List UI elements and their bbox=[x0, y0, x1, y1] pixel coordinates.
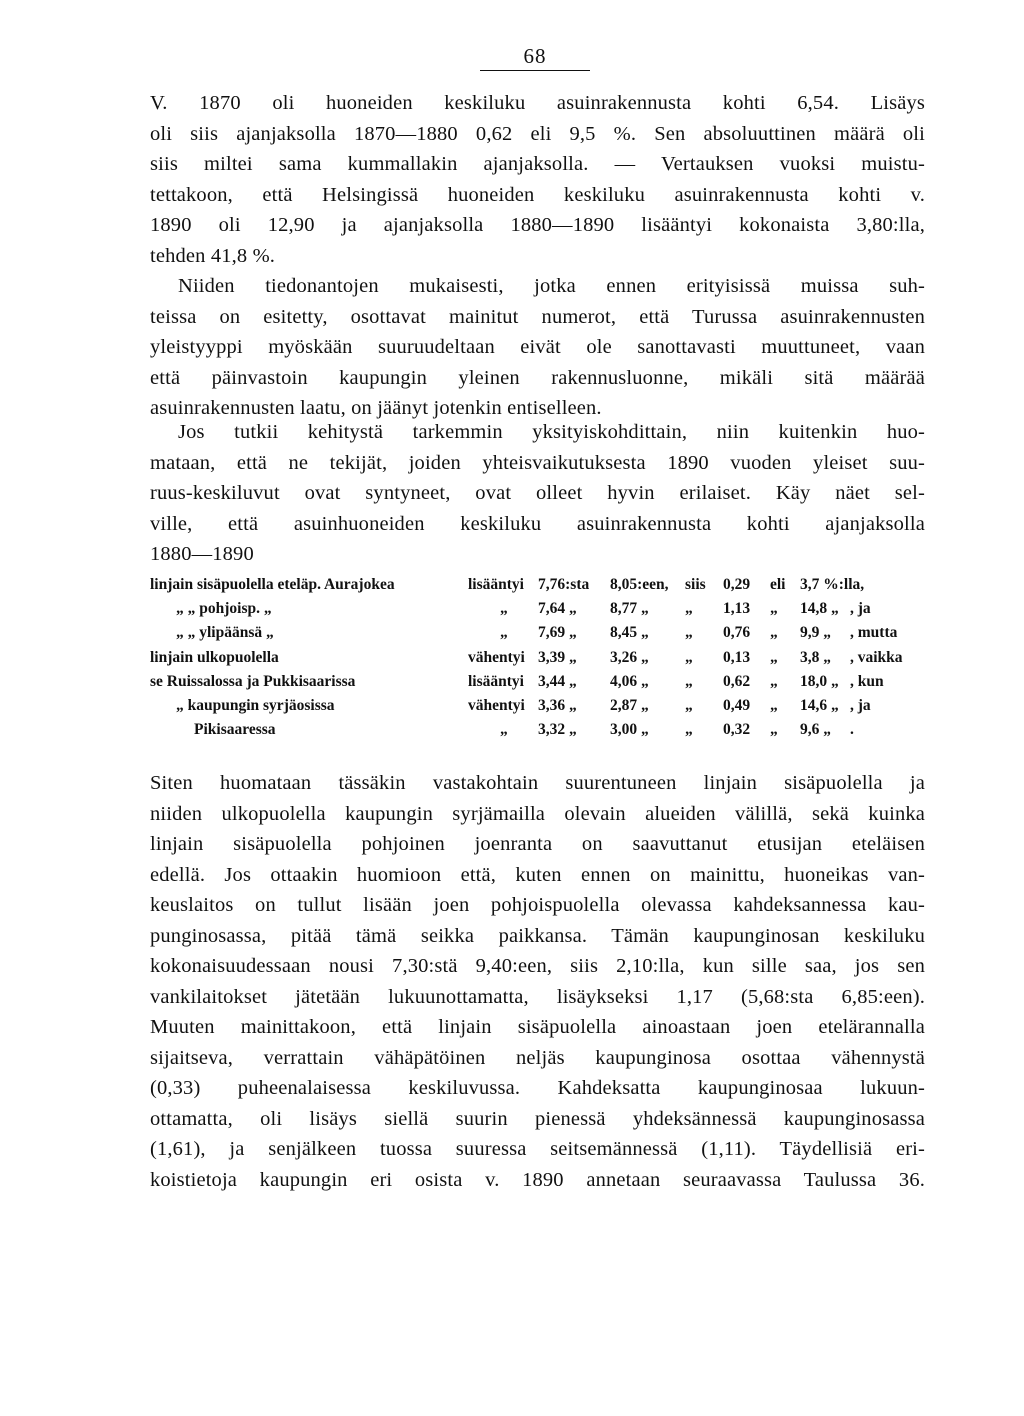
paragraph-1 bbox=[150, 88, 925, 271]
text-line: Muuten mainittakoon, että linjain sisäpuolella ainoastaan joen etelärannalla bbox=[150, 1016, 925, 1038]
table-row bbox=[150, 624, 925, 646]
text-line: oli siis ajanjaksolla 1870—1880 0,62 eli 9,5 %. Sen absoluuttinen määrä oli bbox=[150, 122, 925, 145]
table-cell-from: 3,44 „ bbox=[538, 672, 577, 690]
table-cell-eli: „ bbox=[770, 600, 778, 618]
text-line: (0,33) puheenalaisessa keskiluvussa. Kahdeksatta kaupunginosaa lukuun- bbox=[150, 1077, 925, 1099]
table-cell-verb: vähentyi bbox=[468, 648, 525, 666]
text-line: mataan, että ne tekijät, joiden yhteisvaikutuksesta 1890 vuoden yleiset suu- bbox=[150, 451, 925, 474]
table-cell-to: 8,45 „ bbox=[610, 624, 649, 642]
text-line: edellä. Jos ottaakin huomioon että, kuten ennen on mainittu, huoneikas van- bbox=[150, 863, 925, 886]
text-line: niiden ulkopuolella kaupungin syrjämailla olevain alueiden välillä, sekä kuinka bbox=[150, 802, 925, 825]
table-cell-siis: „ bbox=[685, 672, 693, 690]
table-row bbox=[150, 721, 925, 743]
table-cell-verb: „ bbox=[500, 600, 508, 618]
table-cell-label: linjain ulkopuolella bbox=[150, 648, 279, 666]
table-cell-to: 3,00 „ bbox=[610, 721, 649, 739]
table-cell-pct: 18,0 „ bbox=[800, 672, 839, 690]
table-cell-label: linjain sisäpuolella eteläp. Aurajokea bbox=[150, 576, 395, 593]
table-cell-abs: 0,62 bbox=[723, 672, 751, 690]
table-cell-to: 8,77 „ bbox=[610, 600, 649, 618]
table-cell-pct: 3,7 %:lla, bbox=[800, 576, 865, 593]
table-row bbox=[150, 673, 925, 695]
table-cell-from: 3,32 „ bbox=[538, 721, 577, 739]
text-line: sijaitseva, verrattain vähäpätöinen neljäs kaupunginosa osottaa vähennystä bbox=[150, 1046, 925, 1069]
text-line: että päinvastoin kaupungin yleinen rakennusluonne, mikäli sitä määrää bbox=[150, 366, 925, 389]
table-cell-siis: „ bbox=[685, 624, 693, 642]
table-cell-verb: lisääntyi bbox=[468, 576, 524, 593]
page-number: 68 bbox=[523, 44, 547, 68]
text-line: yleistyyppi myöskään suuruudeltaan eivät ole sanottavasti muuttuneet, vaan bbox=[150, 336, 925, 358]
paragraph-3 bbox=[150, 417, 925, 570]
table-cell-siis: „ bbox=[685, 697, 693, 714]
table-cell-conj: . bbox=[850, 721, 854, 739]
table-cell-eli: „ bbox=[770, 624, 778, 642]
table-cell-pct: 14,8 „ bbox=[800, 600, 839, 618]
text-line: Siten huomataan tässäkin vastakohtain suurentuneen linjain sisäpuolella ja bbox=[150, 772, 925, 794]
text-line: teissa on esitetty, osottavat mainitut numerot, että Turussa asuinrakennusten bbox=[150, 305, 925, 328]
paragraph-4 bbox=[150, 768, 925, 1195]
text-line: ottamatta, oli lisäys siellä suurin pienessä yhdeksännessä kaupunginosassa bbox=[150, 1107, 925, 1130]
table-cell-from: 3,36 „ bbox=[538, 697, 577, 714]
table-cell-abs: 1,13 bbox=[723, 600, 751, 618]
table-cell-abs: 0,29 bbox=[723, 576, 751, 593]
text-line: punginosassa, pitää tämä seikka paikkansa. Tämän kaupunginosan keskiluku bbox=[150, 924, 925, 947]
table-cell-label: „ kaupungin syrjäosissa bbox=[176, 697, 335, 714]
table-cell-abs: 0,76 bbox=[723, 624, 751, 642]
table-cell-label: „ „ ylipäänsä „ bbox=[176, 624, 274, 642]
table-cell-pct: 9,6 „ bbox=[800, 721, 831, 739]
table-cell-label: „ „ pohjoisp. „ bbox=[176, 600, 272, 618]
text-line: Jos tutkii kehitystä tarkemmin yksityiskohdittain, niin kuitenkin huo- bbox=[178, 421, 925, 443]
table-cell-verb: „ bbox=[500, 624, 508, 642]
table-cell-conj: , ja bbox=[850, 600, 871, 618]
table-cell-from: 7,64 „ bbox=[538, 600, 577, 618]
text-line: vankilaitokset jätetään lukuunottamatta, lisäykseksi 1,17 (5,68:sta 6,85:een). bbox=[150, 985, 925, 1008]
table-cell-pct: 3,8 „ bbox=[800, 648, 831, 666]
table-cell-to: 3,26 „ bbox=[610, 648, 649, 666]
table-cell-siis: „ bbox=[685, 721, 693, 739]
table-cell-abs: 0,13 bbox=[723, 648, 751, 666]
table-cell-label: Pikisaaressa bbox=[194, 721, 276, 739]
table-cell-to: 8,05:een, bbox=[610, 576, 669, 593]
table-cell-conj: , kun bbox=[850, 672, 884, 690]
table-cell-verb: vähentyi bbox=[468, 697, 525, 714]
table-cell-from: 7,76:sta bbox=[538, 576, 590, 593]
page-number-rule bbox=[480, 70, 590, 71]
table-cell-siis: „ bbox=[685, 600, 693, 618]
table-cell-eli: „ bbox=[770, 721, 778, 739]
text-line: (1,61), ja senjälkeen tuossa suuressa seitsemännessä (1,11). Täydellisiä eri- bbox=[150, 1138, 925, 1160]
text-line: V. 1870 oli huoneiden keskiluku asuinrakennusta kohti 6,54. Lisäys bbox=[150, 92, 925, 114]
text-line: 1890 oli 12,90 ja ajanjaksolla 1880—1890 lisääntyi kokonaista 3,80:lla, bbox=[150, 214, 925, 236]
text-line: ruus-keskiluvut ovat syntyneet, ovat olleet hyvin erilaiset. Käy näet sel- bbox=[150, 482, 925, 504]
table-cell-pct: 14,6 „ bbox=[800, 697, 839, 714]
table-cell-siis: siis bbox=[685, 576, 706, 593]
text-line: siis miltei sama kummallakin ajanjaksolla. — Vertauksen vuoksi muistu- bbox=[150, 153, 925, 175]
table-cell-eli: „ bbox=[770, 672, 778, 690]
text-line: keuslaitos on tullut lisään joen pohjoispuolella olevassa kahdeksannessa kau- bbox=[150, 894, 925, 916]
table-cell-pct: 9,9 „ bbox=[800, 624, 831, 642]
text-line: tettakoon, että Helsingissä huoneiden keskiluku asuinrakennusta kohti v. bbox=[150, 183, 925, 206]
text-line: ville, että asuinhuoneiden keskiluku asuinrakennusta kohti ajanjaksolla bbox=[150, 512, 925, 535]
table-cell-verb: lisääntyi bbox=[468, 672, 524, 690]
text-line: 1880—1890 bbox=[150, 543, 254, 565]
table-cell-verb: „ bbox=[500, 721, 508, 739]
table-cell-from: 3,39 „ bbox=[538, 648, 577, 666]
table-row bbox=[150, 576, 925, 598]
text-line: linjain sisäpuolella pohjoinen joenranta on saavuttanut etusijan eteläisen bbox=[150, 833, 925, 855]
text-line: kokonaisuudessaan nousi 7,30:stä 9,40:een, siis 2,10:lla, kun sille saa, jos sen bbox=[150, 955, 925, 977]
table-cell-conj: , mutta bbox=[850, 624, 898, 642]
table-cell-from: 7,69 „ bbox=[538, 624, 577, 642]
text-line: asuinrakennusten laatu, on jäänyt jotenkin entiselleen. bbox=[150, 397, 602, 419]
table-cell-label: se Ruissalossa ja Pukkisaarissa bbox=[150, 672, 356, 690]
text-line: koistietoja kaupungin eri osista v. 1890 annetaan seuraavassa Taulussa 36. bbox=[150, 1168, 925, 1191]
table-row bbox=[150, 649, 925, 671]
paragraph-2 bbox=[150, 271, 925, 424]
table-cell-abs: 0,32 bbox=[723, 721, 751, 739]
table-cell-to: 4,06 „ bbox=[610, 672, 649, 690]
text-line: Niiden tiedonantojen mukaisesti, jotka ennen erityisissä muissa suh- bbox=[178, 275, 925, 297]
table-cell-conj: , ja bbox=[850, 697, 871, 714]
table-row bbox=[150, 697, 925, 719]
table-cell-eli: eli bbox=[770, 576, 786, 593]
table-cell-siis: „ bbox=[685, 648, 693, 666]
table-row bbox=[150, 600, 925, 622]
table-cell-eli: „ bbox=[770, 697, 778, 714]
table-cell-eli: „ bbox=[770, 648, 778, 666]
table-cell-to: 2,87 „ bbox=[610, 697, 649, 714]
table-cell-abs: 0,49 bbox=[723, 697, 751, 714]
table-cell-conj: , vaikka bbox=[850, 648, 903, 666]
text-line: tehden 41,8 %. bbox=[150, 244, 276, 267]
